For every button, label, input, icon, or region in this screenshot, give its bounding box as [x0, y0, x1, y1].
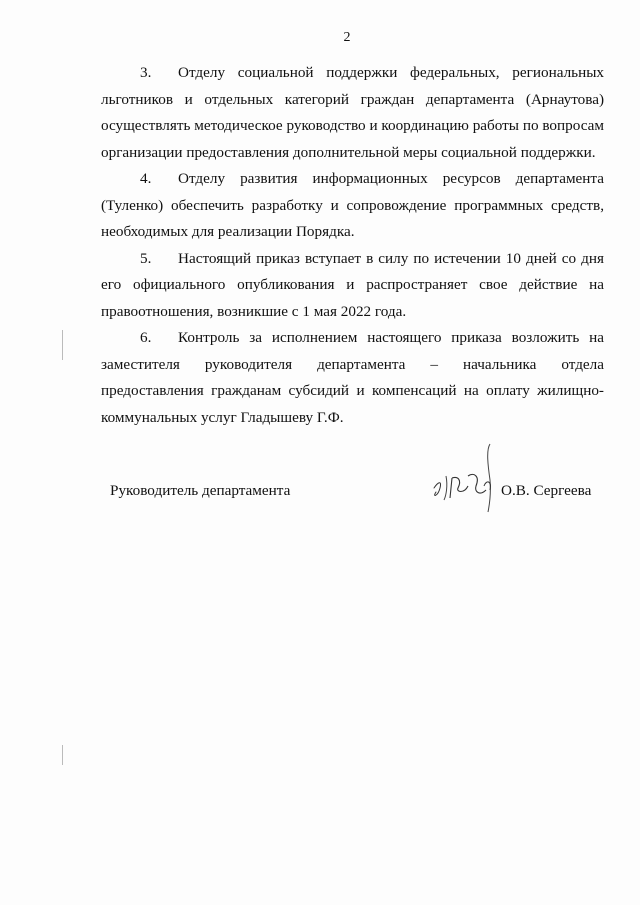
paragraph-3: [101, 60, 604, 166]
signatory-name: О.В. Сергеева: [501, 482, 592, 499]
scan-margin-mark: [62, 745, 63, 765]
paragraph-text: Настоящий приказ вступает в силу по истечении 10 дней со дня его официального опубликования и распространяет свое действие на правоотношения, возникшие с 1 мая 2022 года.: [101, 249, 604, 320]
paragraph-text: Контроль за исполнением настоящего приказа возложить на заместителя руководителя департамента – начальника отдела предоставления гражданам субсидий и компенсаций на оплату жилищно-коммунальных услуг Гладышеву Г.Ф.: [101, 329, 604, 426]
paragraph-number: 6.: [140, 329, 152, 346]
paragraph-text: Отделу социальной поддержки федеральных, региональных льготников и отдельных категорий граждан департамента (Арнаутова) осуществлять методическое руководство и координацию работы по вопросам организации предоставления дополнительной меры социальной поддержки.: [101, 64, 604, 161]
scan-margin-mark: [62, 330, 63, 360]
signatory-position: Руководитель департамента: [110, 482, 291, 499]
paragraph-4: [101, 166, 604, 246]
paragraph-number: 3.: [140, 64, 152, 81]
document-body: [101, 60, 604, 431]
signature-block: [110, 482, 610, 522]
paragraph-5: [101, 246, 604, 326]
page-number: 2: [343, 30, 351, 45]
paragraph-6: [101, 325, 604, 431]
paragraph-text: Отделу развития информационных ресурсов департамента (Туленко) обеспечить разработку и сопровождение программных средств, необходимых для реализации Порядка.: [101, 170, 604, 240]
paragraph-number: 4.: [140, 170, 152, 187]
paragraph-number: 5.: [140, 249, 152, 267]
